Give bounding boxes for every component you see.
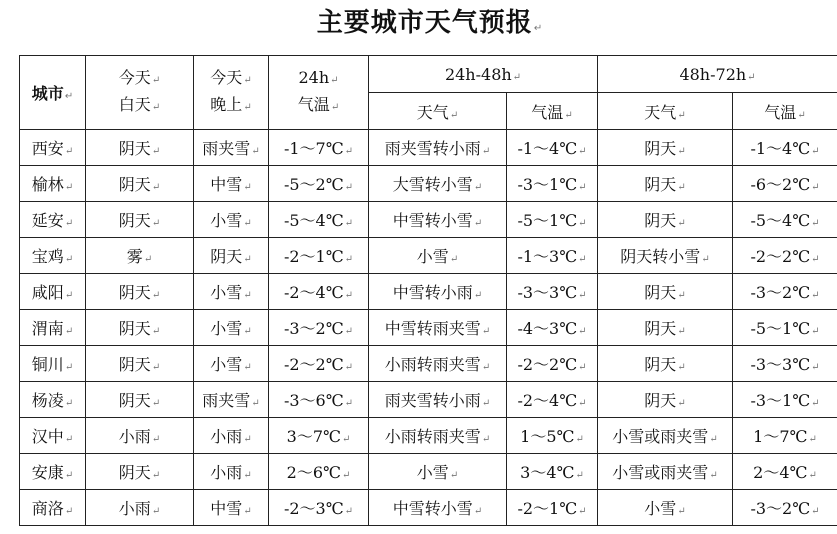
temp-72h-cell: -5～4℃↵ bbox=[733, 202, 837, 238]
temp-24h-cell: 2～6℃↵ bbox=[269, 454, 369, 490]
paragraph-mark: ↵ bbox=[677, 182, 686, 193]
header-today-night: 今天↵ 晚上↵ bbox=[194, 56, 269, 130]
table-row bbox=[20, 382, 837, 418]
temp-72h-cell: -2～2℃↵ bbox=[733, 238, 837, 274]
paragraph-mark: ↵ bbox=[578, 506, 587, 517]
temp-72h-cell: -1～4℃↵ bbox=[733, 130, 837, 166]
city-cell: 杨凌↵ bbox=[20, 382, 86, 418]
paragraph-mark: ↵ bbox=[151, 182, 161, 193]
paragraph-mark: ↵ bbox=[677, 290, 686, 301]
city-cell: 渭南↵ bbox=[20, 310, 86, 346]
paragraph-mark: ↵ bbox=[344, 398, 354, 409]
temp-48h-cell: -2～1℃↵ bbox=[507, 490, 598, 526]
paragraph-mark: ↵ bbox=[481, 326, 491, 337]
weather-48h-cell: 雨夹雪转小雨↵ bbox=[369, 130, 507, 166]
temp-48h-cell: 1～5℃↵ bbox=[507, 418, 598, 454]
page-title bbox=[0, 2, 837, 39]
header-today-day: 今天↵ 白天↵ bbox=[86, 56, 194, 130]
paragraph-mark: ↵ bbox=[811, 362, 820, 373]
temp-48h-cell: -3～1℃↵ bbox=[507, 166, 598, 202]
paragraph-mark: ↵ bbox=[533, 23, 544, 34]
paragraph-mark: ↵ bbox=[143, 254, 153, 265]
paragraph-mark: ↵ bbox=[64, 470, 74, 481]
paragraph-mark: ↵ bbox=[251, 398, 260, 409]
paragraph-mark: ↵ bbox=[251, 146, 260, 157]
city-cell: 榆林↵ bbox=[20, 166, 86, 202]
paragraph-mark: ↵ bbox=[578, 398, 587, 409]
temp-72h-cell: -3～2℃↵ bbox=[733, 490, 837, 526]
weather-48h-cell: 中雪转小雪↵ bbox=[369, 490, 507, 526]
paragraph-mark: ↵ bbox=[578, 146, 587, 157]
paragraph-mark: ↵ bbox=[481, 146, 491, 157]
table-row bbox=[20, 238, 837, 274]
paragraph-mark: ↵ bbox=[677, 362, 686, 373]
paragraph-mark: ↵ bbox=[811, 182, 820, 193]
weather-72h-cell: 小雪或雨夹雪↵ bbox=[598, 418, 733, 454]
weather-72h-cell: 阴天↵ bbox=[598, 166, 733, 202]
paragraph-mark: ↵ bbox=[151, 362, 161, 373]
today-day-cell: 雾↵ bbox=[86, 238, 194, 274]
paragraph-mark: ↵ bbox=[701, 254, 710, 265]
weather-48h-cell: 中雪转雨夹雪↵ bbox=[369, 310, 507, 346]
temp-24h-cell: -5～4℃↵ bbox=[269, 202, 369, 238]
weather-72h-cell: 阴天↵ bbox=[598, 310, 733, 346]
today-day-cell: 阴天↵ bbox=[86, 130, 194, 166]
paragraph-mark: ↵ bbox=[811, 254, 820, 265]
table-row bbox=[20, 454, 837, 490]
weather-48h-cell: 小雨转雨夹雪↵ bbox=[369, 346, 507, 382]
today-day-cell: 阴天↵ bbox=[86, 274, 194, 310]
header-weather-72: 天气↵ bbox=[598, 93, 733, 130]
paragraph-mark: ↵ bbox=[64, 434, 74, 445]
today-night-cell: 小雪↵ bbox=[194, 310, 269, 346]
weather-48h-cell: 大雪转小雪↵ bbox=[369, 166, 507, 202]
table-row bbox=[20, 202, 837, 238]
temp-72h-cell: -3～3℃↵ bbox=[733, 346, 837, 382]
temp-48h-cell: -3～3℃↵ bbox=[507, 274, 598, 310]
paragraph-mark: ↵ bbox=[151, 326, 161, 337]
paragraph-mark: ↵ bbox=[575, 470, 584, 481]
paragraph-mark: ↵ bbox=[811, 398, 820, 409]
weather-72h-cell: 阴天↵ bbox=[598, 202, 733, 238]
today-night-cell: 小雪↵ bbox=[194, 202, 269, 238]
today-day-cell: 阴天↵ bbox=[86, 346, 194, 382]
paragraph-mark: ↵ bbox=[449, 254, 459, 265]
temp-48h-cell: -1～4℃↵ bbox=[507, 130, 598, 166]
temp-48h-cell: -5～1℃↵ bbox=[507, 202, 598, 238]
paragraph-mark: ↵ bbox=[481, 362, 491, 373]
paragraph-mark: ↵ bbox=[811, 218, 820, 229]
temp-24h-cell: -5～2℃↵ bbox=[269, 166, 369, 202]
paragraph-mark: ↵ bbox=[243, 362, 252, 373]
weather-48h-cell: 小雪↵ bbox=[369, 238, 507, 274]
paragraph-mark: ↵ bbox=[473, 182, 483, 193]
header-city: 城市↵ bbox=[20, 56, 86, 130]
weather-72h-cell: 小雪或雨夹雪↵ bbox=[598, 454, 733, 490]
today-day-cell: 小雨↵ bbox=[86, 418, 194, 454]
title-text: 主要城市天气预报 bbox=[316, 8, 533, 38]
temp-72h-cell: -3～1℃↵ bbox=[733, 382, 837, 418]
paragraph-mark: ↵ bbox=[677, 326, 686, 337]
temp-24h-cell: -3～6℃↵ bbox=[269, 382, 369, 418]
paragraph-mark: ↵ bbox=[578, 254, 587, 265]
temp-48h-cell: -2～4℃↵ bbox=[507, 382, 598, 418]
paragraph-mark: ↵ bbox=[709, 434, 718, 445]
today-day-cell: 阴天↵ bbox=[86, 382, 194, 418]
city-cell: 汉中↵ bbox=[20, 418, 86, 454]
paragraph-mark: ↵ bbox=[473, 506, 483, 517]
table-row bbox=[20, 274, 837, 310]
paragraph-mark: ↵ bbox=[151, 398, 161, 409]
paragraph-mark: ↵ bbox=[64, 290, 74, 301]
paragraph-mark: ↵ bbox=[151, 434, 161, 445]
weather-72h-cell: 阴天转小雪↵ bbox=[598, 238, 733, 274]
paragraph-mark: ↵ bbox=[808, 434, 817, 445]
today-day-cell: 阴天↵ bbox=[86, 454, 194, 490]
table-row bbox=[20, 310, 837, 346]
temp-24h-cell: -2～3℃↵ bbox=[269, 490, 369, 526]
temp-24h-cell: -2～4℃↵ bbox=[269, 274, 369, 310]
today-day-cell: 阴天↵ bbox=[86, 202, 194, 238]
temp-72h-cell: -5～1℃↵ bbox=[733, 310, 837, 346]
paragraph-mark: ↵ bbox=[811, 506, 820, 517]
paragraph-mark: ↵ bbox=[243, 254, 252, 265]
paragraph-mark: ↵ bbox=[344, 146, 354, 157]
paragraph-mark: ↵ bbox=[64, 254, 74, 265]
temp-48h-cell: -1～3℃↵ bbox=[507, 238, 598, 274]
weather-72h-cell: 阴天↵ bbox=[598, 274, 733, 310]
city-cell: 咸阳↵ bbox=[20, 274, 86, 310]
temp-72h-cell: -3～2℃↵ bbox=[733, 274, 837, 310]
paragraph-mark: ↵ bbox=[677, 398, 686, 409]
paragraph-mark: ↵ bbox=[344, 506, 354, 517]
weather-48h-cell: 雨夹雪转小雨↵ bbox=[369, 382, 507, 418]
today-night-cell: 小雪↵ bbox=[194, 346, 269, 382]
paragraph-mark: ↵ bbox=[677, 506, 686, 517]
paragraph-mark: ↵ bbox=[341, 470, 351, 481]
paragraph-mark: ↵ bbox=[578, 182, 587, 193]
paragraph-mark: ↵ bbox=[575, 434, 584, 445]
temp-24h-cell: 3～7℃↵ bbox=[269, 418, 369, 454]
paragraph-mark: ↵ bbox=[811, 146, 820, 157]
city-cell: 延安↵ bbox=[20, 202, 86, 238]
today-night-cell: 小雨↵ bbox=[194, 418, 269, 454]
today-night-cell: 中雪↵ bbox=[194, 490, 269, 526]
header-48h-72h: 48h-72h↵ bbox=[598, 56, 837, 93]
paragraph-mark: ↵ bbox=[64, 182, 74, 193]
paragraph-mark: ↵ bbox=[243, 290, 252, 301]
paragraph-mark: ↵ bbox=[473, 218, 483, 229]
paragraph-mark: ↵ bbox=[808, 470, 817, 481]
paragraph-mark: ↵ bbox=[578, 326, 587, 337]
table-row bbox=[20, 418, 837, 454]
today-day-cell: 阴天↵ bbox=[86, 166, 194, 202]
paragraph-mark: ↵ bbox=[151, 470, 161, 481]
header-24h-temp: 24h↵ 气温↵ bbox=[269, 56, 369, 130]
paragraph-mark: ↵ bbox=[344, 362, 354, 373]
weather-48h-cell: 小雨转雨夹雪↵ bbox=[369, 418, 507, 454]
city-cell: 商洛↵ bbox=[20, 490, 86, 526]
temp-72h-cell: 1～7℃↵ bbox=[733, 418, 837, 454]
temp-48h-cell: -4～3℃↵ bbox=[507, 310, 598, 346]
paragraph-mark: ↵ bbox=[64, 362, 74, 373]
paragraph-mark: ↵ bbox=[811, 290, 820, 301]
table-row bbox=[20, 346, 837, 382]
table-row bbox=[20, 490, 837, 526]
today-day-cell: 阴天↵ bbox=[86, 310, 194, 346]
today-night-cell: 小雨↵ bbox=[194, 454, 269, 490]
header-temp-48: 气温↵ bbox=[507, 93, 598, 130]
paragraph-mark: ↵ bbox=[481, 398, 491, 409]
weather-48h-cell: 中雪转小雪↵ bbox=[369, 202, 507, 238]
paragraph-mark: ↵ bbox=[344, 182, 354, 193]
temp-48h-cell: -2～2℃↵ bbox=[507, 346, 598, 382]
header-weather-48: 天气↵ bbox=[369, 93, 507, 130]
today-night-cell: 阴天↵ bbox=[194, 238, 269, 274]
paragraph-mark: ↵ bbox=[243, 470, 252, 481]
temp-48h-cell: 3～4℃↵ bbox=[507, 454, 598, 490]
paragraph-mark: ↵ bbox=[64, 506, 74, 517]
table-row bbox=[20, 130, 837, 166]
today-day-cell: 小雨↵ bbox=[86, 490, 194, 526]
paragraph-mark: ↵ bbox=[64, 218, 74, 229]
city-cell: 西安↵ bbox=[20, 130, 86, 166]
paragraph-mark: ↵ bbox=[344, 218, 354, 229]
paragraph-mark: ↵ bbox=[243, 434, 252, 445]
paragraph-mark: ↵ bbox=[344, 254, 354, 265]
temp-24h-cell: -2～2℃↵ bbox=[269, 346, 369, 382]
paragraph-mark: ↵ bbox=[344, 326, 354, 337]
weather-72h-cell: 阴天↵ bbox=[598, 130, 733, 166]
paragraph-mark: ↵ bbox=[151, 218, 161, 229]
paragraph-mark: ↵ bbox=[677, 146, 686, 157]
paragraph-mark: ↵ bbox=[578, 290, 587, 301]
weather-72h-cell: 阴天↵ bbox=[598, 382, 733, 418]
paragraph-mark: ↵ bbox=[344, 290, 354, 301]
today-night-cell: 雨夹雪↵ bbox=[194, 130, 269, 166]
paragraph-mark: ↵ bbox=[64, 326, 74, 337]
paragraph-mark: ↵ bbox=[151, 146, 161, 157]
paragraph-mark: ↵ bbox=[341, 434, 351, 445]
paragraph-mark: ↵ bbox=[677, 218, 686, 229]
paragraph-mark: ↵ bbox=[449, 470, 459, 481]
paragraph-mark: ↵ bbox=[811, 326, 820, 337]
temp-24h-cell: -3～2℃↵ bbox=[269, 310, 369, 346]
city-cell: 铜川↵ bbox=[20, 346, 86, 382]
paragraph-mark: ↵ bbox=[578, 362, 587, 373]
weather-72h-cell: 小雪↵ bbox=[598, 490, 733, 526]
today-night-cell: 雨夹雪↵ bbox=[194, 382, 269, 418]
weather-48h-cell: 中雪转小雨↵ bbox=[369, 274, 507, 310]
paragraph-mark: ↵ bbox=[243, 218, 252, 229]
paragraph-mark: ↵ bbox=[481, 434, 491, 445]
forecast-table bbox=[19, 55, 837, 526]
header-24h-48h: 24h-48h↵ bbox=[369, 56, 598, 93]
paragraph-mark: ↵ bbox=[243, 506, 252, 517]
paragraph-mark: ↵ bbox=[473, 290, 483, 301]
weather-72h-cell: 阴天↵ bbox=[598, 346, 733, 382]
paragraph-mark: ↵ bbox=[243, 182, 252, 193]
paragraph-mark: ↵ bbox=[709, 470, 718, 481]
temp-24h-cell: -2～1℃↵ bbox=[269, 238, 369, 274]
paragraph-mark: ↵ bbox=[64, 398, 74, 409]
today-night-cell: 中雪↵ bbox=[194, 166, 269, 202]
paragraph-mark: ↵ bbox=[151, 506, 161, 517]
paragraph-mark: ↵ bbox=[578, 218, 587, 229]
today-night-cell: 小雪↵ bbox=[194, 274, 269, 310]
header-row-1 bbox=[20, 56, 837, 93]
temp-24h-cell: -1～7℃↵ bbox=[269, 130, 369, 166]
weather-48h-cell: 小雪↵ bbox=[369, 454, 507, 490]
paragraph-mark: ↵ bbox=[243, 326, 252, 337]
paragraph-mark: ↵ bbox=[151, 290, 161, 301]
city-cell: 宝鸡↵ bbox=[20, 238, 86, 274]
temp-72h-cell: -6～2℃↵ bbox=[733, 166, 837, 202]
city-cell: 安康↵ bbox=[20, 454, 86, 490]
temp-72h-cell: 2～4℃↵ bbox=[733, 454, 837, 490]
table-row bbox=[20, 166, 837, 202]
paragraph-mark: ↵ bbox=[64, 146, 74, 157]
header-temp-72: 气温↵ bbox=[733, 93, 837, 130]
